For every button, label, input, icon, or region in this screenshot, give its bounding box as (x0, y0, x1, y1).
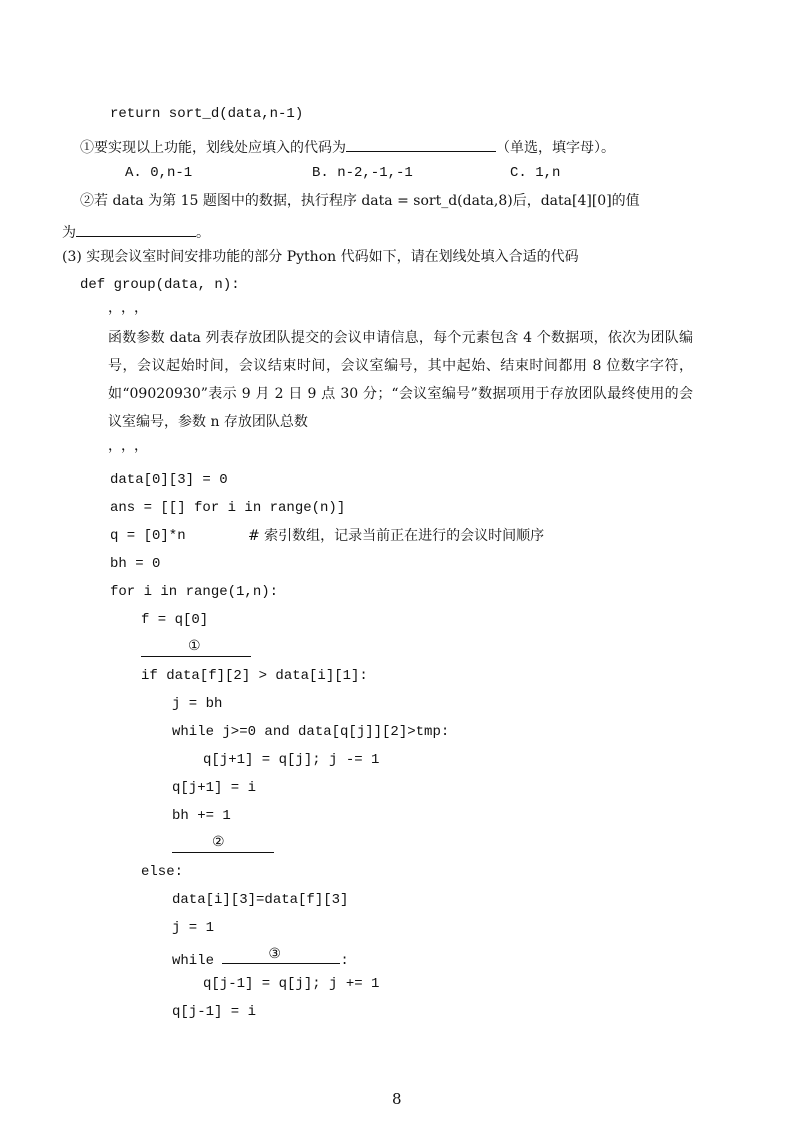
option-b: B. n-2,-1,-1 (312, 165, 413, 181)
part-3-title: (3) 实现会议室时间安排功能的部分 Python 代码如下，请在划线处填入合适的代码 (62, 249, 579, 265)
code-return-line: return sort_d(data,n-1) (110, 106, 304, 122)
question-1-suffix: （单选，填字母）。 (496, 140, 615, 156)
code-line-10: q[j+1] = q[j]; j -= 1 (203, 752, 380, 768)
code-line-16-suffix: : (340, 953, 349, 969)
option-a: A. 0,n-1 (125, 165, 193, 181)
code-line-9: while j>=0 and data[q[j]][2]>tmp: (172, 724, 450, 740)
docstring-close-quote: ，，， (108, 438, 154, 454)
code-line-15: j = 1 (172, 920, 215, 936)
option-c: C. 1,n (510, 165, 561, 181)
code-line-6: f = q[0] (141, 612, 209, 628)
question-2-suffix: 。 (196, 225, 210, 241)
code-line-7: if data[f][2] > data[i][1]: (141, 668, 368, 684)
code-line-14: data[i][3]=data[f][3] (172, 892, 349, 908)
question-1-text: ①要实现以上功能，划线处应填入的代码为 (80, 140, 346, 156)
page-number: 8 (392, 1090, 402, 1108)
code-def-line: def group(data, n): (80, 277, 240, 293)
question-1 (80, 134, 615, 158)
code-line-1: data[0][3] = 0 (110, 472, 228, 488)
code-line-16 (172, 946, 349, 971)
blank-3-line (222, 946, 340, 964)
code-line-11: q[j+1] = i (172, 780, 257, 796)
code-line-3-comment: # 索引数组，记录当前正在进行的会议时间顺序 (248, 528, 545, 544)
question-2-line2 (62, 219, 210, 243)
blank-1-marker: ① (188, 638, 201, 654)
code-line-13: else: (141, 864, 184, 880)
code-line-16-prefix: while (172, 953, 223, 969)
blank-3-marker: ③ (268, 946, 281, 962)
code-line-8: j = bh (172, 696, 223, 712)
docstring-open-quote: ，，， (108, 300, 154, 316)
code-line-2: ans = [[] for i in range(n)] (110, 500, 346, 516)
question-2-line1: ②若 data 为第 15 题图中的数据，执行程序 data = sort_d(data,8)后，data[4][0]的值 (80, 193, 640, 209)
docstring-paragraph: 函数参数 data 列表存放团队提交的会议申请信息，每个元素包含 4 个数据项，依次为团队编号，会议起始时间，会议结束时间，会议室编号，其中起始、结束时间都用 8 位数字字符，如“09020930”表示 9 月 2 日 9 点 30 分；“会议室编号”数据项用于存放团队最终使用的会议室编号，参数 n 存放团队总数 (108, 330, 693, 430)
code-line-18: q[j-1] = i (172, 1004, 257, 1020)
question-2-blank (76, 219, 196, 237)
code-line-3: q = [0]*n (110, 528, 186, 544)
question-1-blank (346, 134, 496, 152)
code-line-12: bh += 1 (172, 808, 231, 824)
blank-2-marker: ② (212, 834, 225, 850)
code-line-4: bh = 0 (110, 556, 161, 572)
code-line-5: for i in range(1,n): (110, 584, 279, 600)
code-line-17: q[j-1] = q[j]; j += 1 (203, 976, 380, 992)
question-2-prefix: 为 (62, 225, 76, 241)
